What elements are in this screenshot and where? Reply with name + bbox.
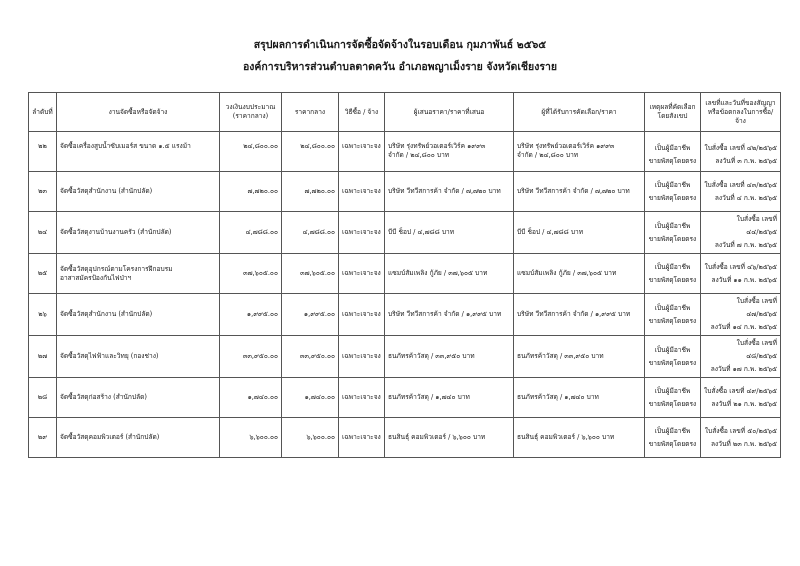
winner-cell — [514, 172, 645, 212]
table-row — [29, 378, 781, 418]
bidder-cell — [385, 336, 514, 378]
table-row — [29, 212, 781, 254]
contract-number: ใบสั่งซื้อ เลขที่ ๔๒/๒๕๖๕ — [704, 144, 777, 152]
reason-cell — [645, 418, 701, 458]
row-number: ๒๔ — [29, 212, 57, 254]
table-header-row — [29, 93, 781, 132]
item-name: จัดซื้อวัสดุไฟฟ้าและวิทยุ (กองช่าง) — [60, 352, 159, 360]
contract-number: ใบสั่งซื้อ เลขที่ ๔๖/๒๕๖๕ — [704, 262, 777, 271]
bidder-line1: แซมบ์สัมเพลิง กู้ภัย / ๓๗,๖๐๕ บาท — [388, 269, 488, 277]
header-reason — [645, 93, 701, 132]
item-cell — [57, 336, 220, 378]
contract-cell — [701, 132, 781, 172]
row-number: ๒๖ — [29, 294, 57, 336]
table-row — [29, 294, 781, 336]
header-item: งานจัดซื้อหรือจัดจ้าง — [57, 93, 220, 132]
procurement-method: เฉพาะเจาะจง — [339, 254, 385, 294]
contract-cell — [701, 378, 781, 418]
contract-cell — [701, 172, 781, 212]
contract-number: ใบสั่งซื้อ เลขที่ ๕๐/๒๕๖๕ — [704, 426, 777, 435]
reason-line1: เป็นผู้มีอาชีพ — [654, 303, 691, 312]
bidder-line1: ธนภัทรค้าวัสดุ / ๓๓,๙๕๐ บาท — [388, 352, 475, 360]
reason-line2: ขายพัสดุโดยตรง — [648, 316, 697, 325]
item-name: จัดซื้อวัสดุงานบ้านงานครัว (สำนักปลัด) — [60, 228, 172, 236]
procurement-method: เฉพาะเจาะจง — [339, 212, 385, 254]
contract-date: ลงวันที่ ๗ ก.พ. ๒๕๖๕ — [714, 241, 777, 249]
reason-line1: เป็นผู้มีอาชีพ — [654, 345, 691, 354]
table-row — [29, 336, 781, 378]
contract-date: ลงวันที่ ๑๑ ก.พ. ๒๕๖๕ — [711, 275, 777, 284]
item-name: จัดซื้อวัสดุก่อสร้าง (สำนักปลัด) — [60, 393, 148, 401]
header-winner: ผู้ที่ได้รับการคัดเลือก/ราคา — [514, 93, 645, 132]
reason-line2: ขายพัสดุโดยตรง — [648, 439, 697, 448]
winner-line1: บริษัท วีทวีสการค้า จำกัด / ๑,๙๙๕ บาท — [517, 310, 631, 318]
winner-line1: บีบี ช็อป / ๔,๗๘๘ บาท — [517, 228, 584, 236]
winner-line2: จำกัด / ๒๔,๘๐๐ บาท — [517, 151, 579, 159]
header-median: ราคากลาง — [282, 93, 339, 132]
item-name: จัดซื้อเครื่องสูบน้ำซับเมอร์ส ขนาด ๑.๕ แรงม้า — [60, 142, 191, 150]
organization-title: องค์การบริหารส่วนตำบลตาดควัน อำเภอพญาเม็งราย จังหวัดเชียงราย — [242, 61, 558, 73]
item-cell — [57, 172, 220, 212]
budget-amount: ๑,๗๔๐.๐๐ — [220, 378, 282, 418]
procurement-method: เฉพาะเจาะจง — [339, 378, 385, 418]
header-reason-line2: โดยสังเขป — [657, 112, 688, 120]
bidder-line1: บริษัท รุ่งทรัพย์วอเตอร์เวิร์ค ๑๙๙๓ — [388, 142, 486, 150]
reason-line2: ขายพัสดุโดยตรง — [648, 193, 697, 202]
bidder-cell — [385, 172, 514, 212]
reason-cell — [645, 378, 701, 418]
item-cell — [57, 254, 220, 294]
bidder-cell — [385, 212, 514, 254]
reason-line1: เป็นผู้มีอาชีพ — [654, 426, 691, 435]
reason-line2: ขายพัสดุโดยตรง — [648, 157, 697, 165]
median-price: ๗,๗๒๐.๐๐ — [282, 172, 339, 212]
reason-line2: ขายพัสดุโดยตรง — [648, 234, 697, 243]
bidder-line1: บริษัท วีทวีสการค้า จำกัด / ๑,๙๙๕ บาท — [388, 310, 502, 318]
procurement-method: เฉพาะเจาะจง — [339, 172, 385, 212]
procurement-method: เฉพาะเจาะจง — [339, 336, 385, 378]
bidder-line1: ธนภัทรค้าวัสดุ / ๑,๗๔๐ บาท — [388, 393, 470, 401]
item-name: จัดซื้อวัสดุสำนักงาน (สำนักปลัด) — [60, 310, 153, 318]
reason-line1: เป็นผู้มีอาชีพ — [654, 262, 691, 271]
bidder-line1: ธนสินธุ์ คอมพิวเตอร์ / ๖,๖๐๐ บาท — [388, 433, 486, 441]
reason-line2: ขายพัสดุโดยตรง — [648, 358, 697, 367]
budget-amount: ๓๓,๙๕๐.๐๐ — [220, 336, 282, 378]
item-name: จัดซื้อวัสดุคอมพิวเตอร์ (สำนักปลัด) — [60, 433, 160, 441]
reason-line1: เป็นผู้มีอาชีพ — [654, 180, 691, 189]
table-row — [29, 254, 781, 294]
procurement-table — [28, 92, 781, 458]
contract-number: ใบสั่งซื้อ เลขที่ ๔๔/๒๕๖๕ — [736, 215, 777, 236]
median-price: ๖,๖๐๐.๐๐ — [282, 418, 339, 458]
reason-cell — [645, 132, 701, 172]
item-cell — [57, 132, 220, 172]
bidder-cell — [385, 132, 514, 172]
median-price: ๔,๗๘๘.๐๐ — [282, 212, 339, 254]
reason-line1: เป็นผู้มีอาชีพ — [654, 221, 691, 230]
item-name: จัดซื้อวัสดุอุปกรณ์ตามโครงการฝึกอบรม — [60, 264, 173, 273]
table-row — [29, 132, 781, 172]
item-name-line2: อาสาสมัครป้องกันไฟป่าฯ — [60, 273, 132, 282]
budget-amount: ๖,๖๐๐.๐๐ — [220, 418, 282, 458]
item-cell — [57, 378, 220, 418]
median-price: ๓๓,๙๕๐.๐๐ — [282, 336, 339, 378]
contract-cell — [701, 294, 781, 336]
bidder-cell — [385, 378, 514, 418]
contract-date: ลงวันที่ ๓ ก.พ. ๒๕๖๕ — [715, 157, 777, 165]
table-body — [29, 132, 781, 458]
header-contract-line2: หรือข้อตกลงในการซื้อ/จ้าง — [707, 107, 774, 125]
bidder-cell — [385, 418, 514, 458]
winner-cell — [514, 336, 645, 378]
winner-line1: ธนสินธุ์ คอมพิวเตอร์ / ๖,๖๐๐ บาท — [517, 433, 615, 441]
item-cell — [57, 294, 220, 336]
winner-cell — [514, 212, 645, 254]
header-contract — [701, 93, 781, 132]
reason-cell — [645, 172, 701, 212]
contract-cell — [701, 418, 781, 458]
winner-line1: แซมบ์สัมเพลิง กู้ภัย / ๓๗,๖๐๕ บาท — [517, 269, 617, 277]
row-number: ๒๓ — [29, 172, 57, 212]
item-name: จัดซื้อวัสดุสำนักงาน (สำนักปลัด) — [60, 187, 153, 195]
contract-date: ลงวันที่ ๒๓ ก.พ. ๒๕๖๕ — [710, 439, 777, 448]
row-number: ๒๒ — [29, 132, 57, 172]
header-budget — [220, 93, 282, 132]
bidder-line1: บริษัท วีทวีสการค้า จำกัด / ๗,๗๒๐ บาท — [388, 187, 501, 195]
row-number: ๒๘ — [29, 378, 57, 418]
budget-amount: ๑,๙๙๕.๐๐ — [220, 294, 282, 336]
contract-number: ใบสั่งซื้อ เลขที่ ๔๘/๒๕๖๕ — [736, 339, 777, 360]
winner-line1: บริษัท วีทวีสการค้า จำกัด / ๗,๗๒๐ บาท — [517, 187, 630, 195]
winner-cell — [514, 294, 645, 336]
reason-cell — [645, 294, 701, 336]
contract-cell — [701, 336, 781, 378]
winner-line1: ธนภัทรค้าวัสดุ / ๓๓,๙๕๐ บาท — [517, 352, 604, 360]
header-budget-line1: วงเงินงบประมาณ — [225, 103, 276, 111]
header-contract-line1: เลขที่และวันที่ของสัญญา — [705, 98, 776, 107]
winner-line1: ธนภัทรค้าวัสดุ / ๑,๗๔๐ บาท — [517, 393, 599, 401]
header-bidder: ผู้เสนอราคา/ราคาที่เสนอ — [385, 93, 514, 132]
contract-number: ใบสั่งซื้อ เลขที่ ๔๗/๒๕๖๕ — [736, 297, 777, 318]
reason-line1: เป็นผู้มีอาชีพ — [654, 144, 691, 152]
budget-amount: ๓๗,๖๐๕.๐๐ — [220, 254, 282, 294]
reason-cell — [645, 336, 701, 378]
row-number: ๒๗ — [29, 336, 57, 378]
bidder-line1: บีบี ช็อป / ๔,๗๘๘ บาท — [388, 228, 455, 236]
winner-line1: บริษัท รุ่งทรัพย์วอเตอร์เวิร์ค ๑๙๙๓ — [517, 142, 615, 150]
row-number: ๒๕ — [29, 254, 57, 294]
median-price: ๓๗,๖๐๕.๐๐ — [282, 254, 339, 294]
bidder-cell — [385, 294, 514, 336]
winner-cell — [514, 254, 645, 294]
item-cell — [57, 418, 220, 458]
winner-cell — [514, 378, 645, 418]
contract-date: ลงวันที่ ๑๗ ก.พ. ๒๕๖๕ — [710, 365, 777, 373]
reason-line2: ขายพัสดุโดยตรง — [648, 275, 697, 284]
budget-amount: ๗,๗๒๐.๐๐ — [220, 172, 282, 212]
report-title: สรุปผลการดำเนินการจัดซื้อจัดจ้างในรอบเดือน กุมภาพันธ์ ๒๕๖๕ — [253, 39, 547, 51]
reason-cell — [645, 212, 701, 254]
reason-cell — [645, 254, 701, 294]
contract-date: ลงวันที่ ๑๔ ก.พ. ๒๕๖๕ — [710, 323, 777, 331]
contract-cell — [701, 212, 781, 254]
median-price: ๒๔,๘๐๐.๐๐ — [282, 132, 339, 172]
budget-amount: ๒๔,๘๐๐.๐๐ — [220, 132, 282, 172]
procurement-method: เฉพาะเจาะจง — [339, 294, 385, 336]
header-budget-line2: (ราคากลาง) — [232, 112, 269, 120]
table-row — [29, 418, 781, 458]
procurement-method: เฉพาะเจาะจง — [339, 418, 385, 458]
winner-cell — [514, 418, 645, 458]
row-number: ๒๙ — [29, 418, 57, 458]
reason-line2: ขายพัสดุโดยตรง — [648, 399, 697, 408]
header-reason-line1: เหตุผลที่คัดเลือก — [649, 103, 696, 111]
median-price: ๑,๙๙๕.๐๐ — [282, 294, 339, 336]
table-row — [29, 172, 781, 212]
header-method: วิธีซื้อ / จ้าง — [339, 93, 385, 132]
bidder-line2: จำกัด / ๒๔,๘๐๐ บาท — [388, 151, 450, 159]
header-no: ลำดับที่ — [29, 93, 57, 132]
bidder-cell — [385, 254, 514, 294]
contract-date: ลงวันที่ ๒๑ ก.พ. ๒๕๖๕ — [711, 399, 777, 408]
contract-cell — [701, 254, 781, 294]
budget-amount: ๔,๗๘๘.๐๐ — [220, 212, 282, 254]
contract-date: ลงวันที่ ๔ ก.พ. ๒๕๖๕ — [714, 193, 777, 202]
contract-number: ใบสั่งซื้อ เลขที่ ๔๓/๒๕๖๕ — [704, 180, 777, 189]
median-price: ๑,๗๔๐.๐๐ — [282, 378, 339, 418]
reason-line1: เป็นผู้มีอาชีพ — [654, 386, 691, 395]
contract-number: ใบสั่งซื้อ เลขที่ ๔๙/๒๕๖๕ — [704, 386, 777, 395]
procurement-method: เฉพาะเจาะจง — [339, 132, 385, 172]
winner-cell — [514, 132, 645, 172]
item-cell — [57, 212, 220, 254]
